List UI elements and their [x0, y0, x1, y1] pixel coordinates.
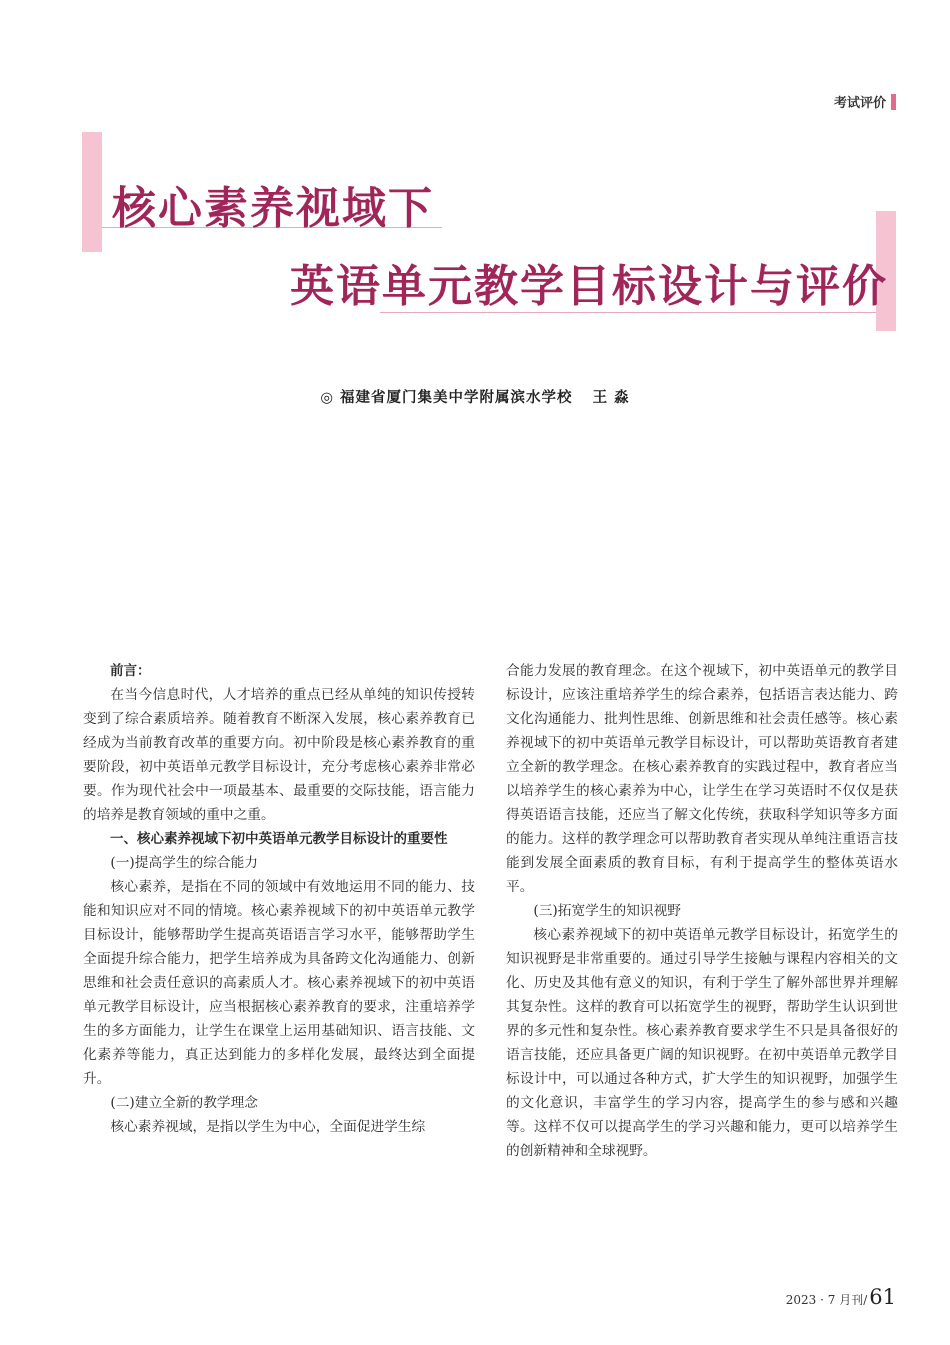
article-title-line2: 英语单元教学目标设计与评价 — [290, 261, 888, 312]
subsection-heading: (三)拓宽学生的知识视野 — [533, 903, 681, 919]
body-column-left — [83, 659, 475, 1139]
title-decor-block-left — [82, 132, 102, 252]
article-title-line1: 核心素养视域下 — [112, 183, 434, 234]
author-affiliation: 福建省厦门集美中学附属滨水学校 — [340, 390, 573, 406]
page-number: 61 — [869, 1285, 896, 1309]
page-footer — [786, 1285, 896, 1309]
paragraph: 核心素养视域，是指以学生为中心，全面促进学生综 — [110, 1119, 426, 1135]
author-symbol: ◎ — [320, 390, 334, 406]
paragraph: 核心素养视域下的初中英语单元教学目标设计，拓宽学生的知识视野是非常重要的。通过引导学生接触与课程内容相关的文化、历史及其他有意义的知识，有利于学生了解外部世界并理解其复杂性。这样的教育可以拓宽学生的视野，帮助学生认识到世界的多元性和复杂性。核心素养教育要求学生不只是具备很好的语言技能，还应具备更广阔的知识视野。在初中英语单元教学目标设计中，可以通过各种方式，扩大学生的知识视野，加强学生的文化意识，丰富学生的学习内容，提高学生的参与感和兴趣等。这样不仅可以提高学生的学习兴趣和能力，更可以培养学生的创新精神和全球视野。 — [506, 927, 898, 1159]
paragraph: 合能力发展的教育理念。在这个视域下，初中英语单元的教学目标设计，应该注重培养学生的综合素养，包括语言表达能力、跨文化沟通能力、批判性思维、创新思维和社会责任感等。核心素养视域下的初中英语单元教学目标设计，可以帮助英语教育者建立全新的教学理念。在核心素养教育的实践过程中，教育者应当以培养学生的核心素养为中心，让学生在学习英语时不仅仅是获得英语语言技能，还应当了解文化传统，获取科学知识等多方面的能力。这样的教学理念可以帮助教育者实现从单纯注重语言技能到发展全面素质的教育目标，有利于提高学生的整体英语水平。 — [506, 663, 898, 895]
section-tag-label: 考试评价 — [833, 96, 886, 111]
section-heading: 一、核心素养视域下初中英语单元教学目标设计的重要性 — [110, 831, 448, 847]
preface-label: 前言： — [110, 663, 151, 679]
section-tag — [834, 92, 896, 111]
paragraph: 核心素养，是指在不同的领域中有效地运用不同的能力、技能和知识应对不同的情境。核心素养视域下的初中英语单元教学目标设计，能够帮助学生提高英语语言学习水平，能够帮助学生全面提升综合能力，把学生培养成为具备跨文化沟通能力、创新思维和社会责任意识的高素质人才。核心素养视域下的初中英语单元教学目标设计，应当根据核心素养教育的要求，注重培养学生的多方面能力，让学生在课堂上运用基础知识、语言技能、文化素养等能力，真正达到能力的多样化发展，最终达到全面提升。 — [83, 879, 475, 1087]
author-line — [0, 386, 950, 407]
author-name: 王 淼 — [592, 390, 630, 406]
body-column-right — [506, 659, 898, 1163]
section-tag-bar — [891, 94, 896, 110]
subsection-heading: (二)建立全新的教学理念 — [110, 1095, 258, 1111]
issue-label: 2023 · 7 月刊/ — [785, 1293, 868, 1307]
paragraph: 在当今信息时代，人才培养的重点已经从单纯的知识传授转变到了综合素质培养。随着教育不断深入发展，核心素养教育已经成为当前教育改革的重要方向。初中阶段是核心素养教育的重要阶段，初中英语单元教学目标设计，充分考虑核心素养非常必要。作为现代社会中一项最基本、最重要的交际技能，语言能力的培养是教育领域的重中之重。 — [83, 687, 475, 823]
subsection-heading: (一)提高学生的综合能力 — [110, 855, 258, 871]
